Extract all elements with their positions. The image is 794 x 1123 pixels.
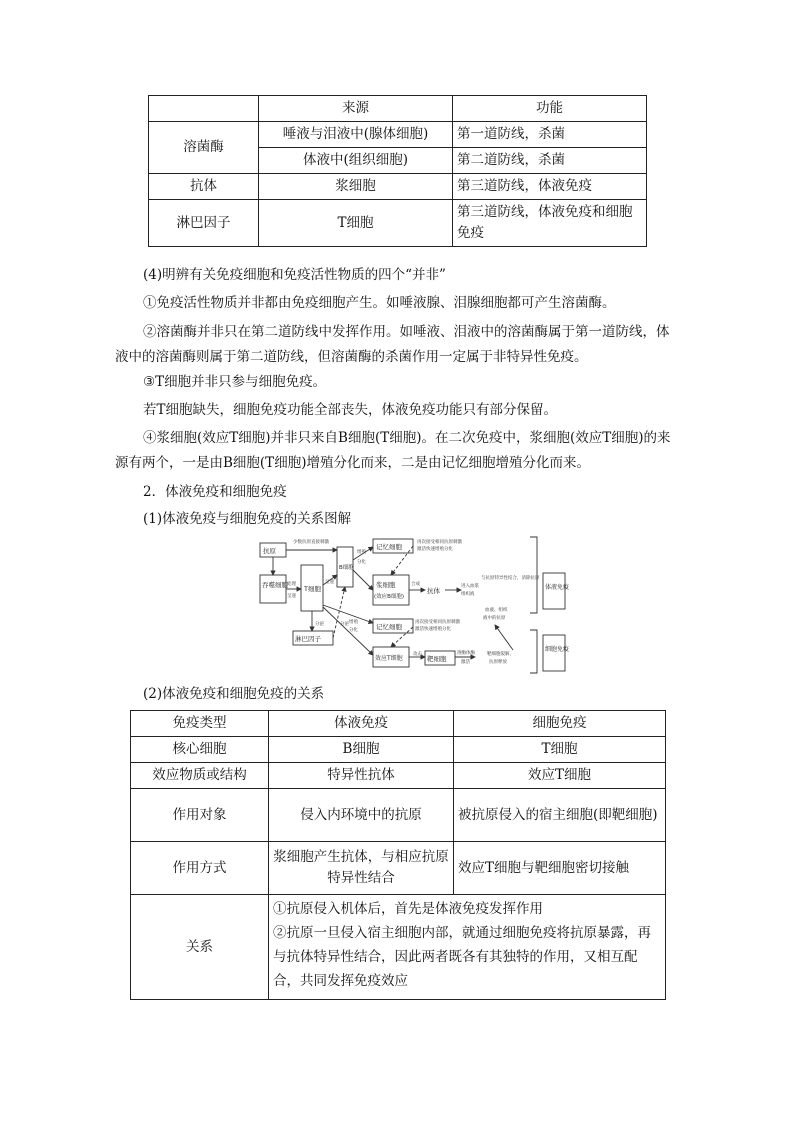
diagram-humoral: 体液免疫 <box>545 584 570 591</box>
diagram-cellular: 细胞免疫 <box>545 646 570 653</box>
cellular-box <box>543 635 565 671</box>
note-again-2b: 激活快速增殖分化 <box>415 627 451 632</box>
note-again-2: 再次接受相同抗原刺激 <box>415 620 460 625</box>
note-bind: 与抗原特异性结合，清除抗原 <box>481 576 540 581</box>
note-process: 处理 <box>287 582 296 587</box>
table1-header-source: 来源 <box>259 96 453 122</box>
table1-header-function: 功能 <box>453 96 647 122</box>
t2-cell: B细胞 <box>269 737 454 763</box>
note-again-1: 再次接受相同抗原刺激 <box>417 540 462 545</box>
diagram-memory-cell-2: 记忆细胞 <box>376 623 402 631</box>
note-again-1b: 激活快速增殖分化 <box>417 547 453 552</box>
paragraph-4: (4)明辨有关免疫细胞和免疫活性物质的四个“并非” <box>143 267 446 283</box>
relation-point-1: ①抗原侵入机体后，首先是体液免疫发挥作用 <box>273 901 543 917</box>
lymphokine-label: 淋巴因子 <box>149 200 259 247</box>
diagram-target-cell: 靶细胞 <box>427 655 447 663</box>
note-proliferate: 增殖 <box>357 550 366 555</box>
section-2-1-heading: (1)体液免疫与细胞免疫的关系图解 <box>143 511 352 527</box>
diagram-phagocyte: 吞噬细胞 <box>262 581 288 589</box>
item-1: ①免疫活性物质并非都由免疫细胞产生。如唾液腺、泪腺细胞都可产生溶菌酶。 <box>143 295 616 311</box>
diagram-t-cell: T细胞 <box>304 585 321 593</box>
t2-relation-label: 关系 <box>131 895 269 1000</box>
t2-cell: 特异性抗体 <box>269 763 454 789</box>
section-2-2-heading: (2)体液免疫和细胞免疫的关系 <box>143 686 325 702</box>
note-direct: 少数抗原直接刺激 <box>293 540 329 545</box>
note-lyse-2: 激活 <box>461 660 470 665</box>
note-secrete: 分泌 <box>315 622 324 627</box>
t2-header-type: 免疫类型 <box>131 711 269 737</box>
note-present-2: 呈递 <box>325 580 334 585</box>
diagram-b-cell: B细胞 <box>339 565 354 571</box>
t2-row-label: 作用方式 <box>131 842 269 895</box>
t2-header-cellular: 细胞免疫 <box>454 711 666 737</box>
t2-row-label: 效应物质或结构 <box>131 763 269 789</box>
diagram-effector-t: 效应T细胞 <box>375 655 403 662</box>
note-prolif-2: 增殖 <box>349 620 358 625</box>
plasma-cell-box <box>373 575 409 605</box>
t2-row-label: 作用对象 <box>131 789 269 842</box>
t2-cell: 侵入内环境中的抗原 <box>269 789 454 842</box>
relation-point-2: ②抗原一旦侵入宿主细胞内部，就通过细胞免疫将抗原暴露，再与抗体特异性结合，因此两者既各有其独特的作用，又相互配合，共同发挥免疫效应 <box>273 925 651 989</box>
note-release: 靶细胞裂解， <box>487 652 514 657</box>
antibody-source: 浆细胞 <box>259 174 453 200</box>
diagram-antigen: 抗原 <box>263 547 276 555</box>
substance-table <box>148 95 647 247</box>
diagram-plasma-cell: 浆细胞 <box>376 581 396 589</box>
lysozyme-source-2: 体液中(组织细胞) <box>259 148 453 174</box>
note-blood-2: 液中的抗原 <box>483 616 506 621</box>
immune-relationship-diagram <box>255 535 575 675</box>
t2-cell: 效应T细胞 <box>454 763 666 789</box>
t2-row-label: 核心细胞 <box>131 737 269 763</box>
item-4: ④浆细胞(效应T细胞)并非只来自B细胞(T细胞)。在二次免疫中，浆细胞(效应T细胞)的来源有两个，一是由B细胞(T细胞)增殖分化而来，二是由记忆细胞增殖分化而来。 <box>115 430 671 471</box>
lymphokine-source: T细胞 <box>259 200 453 247</box>
note-differentiate: 分化 <box>357 560 366 565</box>
antibody-label: 抗体 <box>149 174 259 200</box>
note-release-2: 抗原释放 <box>489 660 507 665</box>
diagram-plasma-cell-alt: (效应B细胞) <box>374 594 405 600</box>
t2-cell: 效应T细胞与靶细胞密切接触 <box>454 842 666 895</box>
item-2: ②溶菌酶并非只在第二道防线中发挥作用。如唾液、泪液中的溶菌酶属于第一道防线，体液中的溶菌酶则属于第二道防线，但溶菌酶的杀菌作用一定属于非特异性免疫。 <box>115 324 670 365</box>
antibody-function: 第三道防线，体液免疫 <box>453 174 647 200</box>
lysozyme-label: 溶菌酶 <box>149 122 259 174</box>
phagocyte-box <box>260 575 286 603</box>
item-3b: 若T细胞缺失，细胞免疫功能全部丧失，体液免疫功能只有部分保留。 <box>143 402 558 418</box>
diagram-memory-cell-1: 记忆细胞 <box>376 543 402 551</box>
note-attack: 攻击 <box>413 652 422 657</box>
t2-cell: 被抗原侵入的宿主细胞(即靶细胞) <box>454 789 666 842</box>
t2-cell: 浆细胞产生抗体，与相应抗原特异性结合 <box>269 842 454 895</box>
humoral-box <box>543 573 565 609</box>
t2-relation-text <box>269 895 666 1000</box>
note-enter-2: 组织液 <box>461 592 475 597</box>
note-lyse: 溶酶体酶 <box>457 651 475 656</box>
t2-header-humoral: 体液免疫 <box>269 711 454 737</box>
lymphokine-function: 第三道防线，体液免疫和细胞免疫 <box>453 200 647 247</box>
section-2-heading: 2．体液免疫和细胞免疫 <box>143 484 287 500</box>
note-enter: 进入血浆 <box>461 584 479 589</box>
note-synthesize: 合成 <box>411 582 420 587</box>
item-3: ③T细胞并非只参与细胞免疫。 <box>143 374 327 390</box>
diagram-lymphokine: 淋巴因子 <box>295 635 321 643</box>
lysozyme-function-1: 第一道防线，杀菌 <box>453 122 647 148</box>
note-diff-2: 分化 <box>349 628 358 633</box>
lysozyme-function-2: 第二道防线，杀菌 <box>453 148 647 174</box>
table1-header-empty <box>149 96 259 122</box>
note-blood: 血液、组织 <box>485 608 508 613</box>
immunity-comparison-table <box>130 710 666 1000</box>
lysozyme-source-1: 唾液与泪液中(腺体细胞) <box>259 122 453 148</box>
note-secrete-2: 分泌 <box>340 622 349 627</box>
t2-cell: T细胞 <box>454 737 666 763</box>
diagram-antibody: 抗体 <box>427 587 440 595</box>
note-present: 呈递 <box>287 594 296 599</box>
